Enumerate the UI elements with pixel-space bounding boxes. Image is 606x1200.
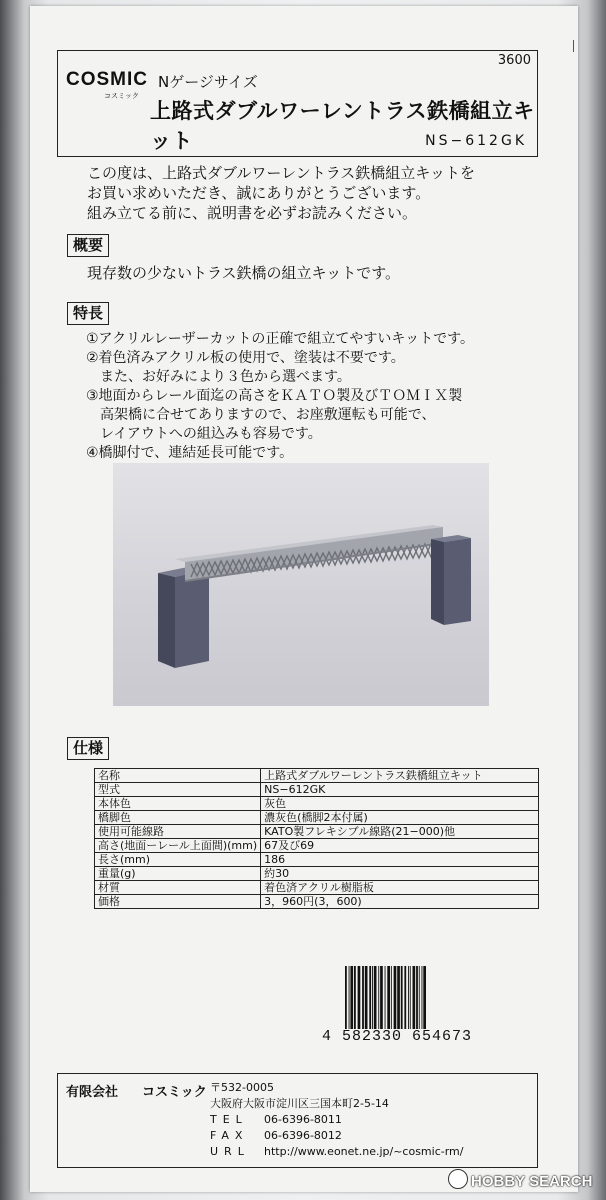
spec-value: NS−612GK [261, 783, 539, 797]
barcode-bar [423, 966, 426, 1029]
spec-table [94, 768, 539, 909]
barcode-icon [343, 966, 522, 1029]
feature-line: レイアウトへの組込みも容易です。 [86, 426, 322, 442]
barcode-bar [410, 966, 411, 1029]
barcode-bar [365, 966, 368, 1029]
tel-line [210, 1112, 463, 1128]
feature-line: ③地面からレール面迄の高さをＫＡＴＯ製及びＴＯＭＩＸ製 [86, 388, 463, 404]
company-address-block [210, 1080, 463, 1160]
brand-logo-sub: コスミック [104, 92, 139, 100]
fax-label: FAX [210, 1129, 249, 1142]
barcode-bar [401, 966, 403, 1029]
barcode-number: 4 582330 654673 [322, 1028, 473, 1045]
barcode-bar [374, 966, 377, 1029]
spec-value: 着色済アクリル樹脂板 [261, 881, 539, 895]
scale-label: Nゲージサイズ [158, 73, 258, 91]
table-row [95, 867, 539, 881]
right-pier-front [444, 538, 471, 625]
feature-line: ②着色済みアクリル板の使用で、塗装は不要です。 [86, 350, 405, 366]
spec-label: 高さ(地面ーレール上面間)(mm) [95, 839, 261, 853]
barcode-bar [378, 966, 379, 1029]
table-row [95, 783, 539, 797]
barcode-bar [422, 966, 423, 1029]
fax-line [210, 1128, 463, 1144]
table-row [95, 811, 539, 825]
barcode-bar [419, 966, 420, 1029]
url-link[interactable]: http://www.eonet.ne.jp/~cosmic-rm/ [264, 1145, 464, 1158]
barcode-bar [380, 966, 383, 1029]
tel-number: 06-6396-8011 [264, 1113, 342, 1126]
barcode-bar [391, 966, 392, 1029]
feature-line: ①アクリルレーザーカットの正確で組立てやすいキットです。 [86, 331, 474, 347]
feature-line: また、お好みにより３色から選べます。 [86, 369, 351, 385]
spec-label: 本体色 [95, 797, 261, 811]
spec-label: 価格 [95, 895, 261, 909]
product-photo [113, 463, 489, 706]
barcode-bar [397, 966, 400, 1029]
spec-label: 長さ(mm) [95, 853, 261, 867]
feature-line: 高架橋に合せてありますので、お座敷運転も可能で、 [86, 407, 436, 423]
spec-value: KATO製フレキシブル線路(21−000)他 [261, 825, 539, 839]
company-brand: コスミック [142, 1085, 207, 1100]
company-type: 有限会社 [66, 1085, 119, 1100]
fold-mark [573, 40, 574, 52]
barcode-bar [362, 966, 364, 1029]
barcode-bar [372, 966, 373, 1029]
spec-label: 型式 [95, 783, 261, 797]
intro-line: お買い求めいただき、誠にありがとうございます。 [87, 184, 431, 202]
fax-number: 06-6396-8012 [264, 1129, 342, 1142]
barcode-bar [369, 966, 371, 1029]
barcode-bar [385, 966, 386, 1029]
url-label: URL [210, 1145, 250, 1158]
spec-label: 材質 [95, 881, 261, 895]
spec-value: 約30 [261, 867, 539, 881]
intro-text [87, 163, 475, 223]
spec-label: 使用可能線路 [95, 825, 261, 839]
features-list [86, 330, 474, 463]
barcode-bar [408, 966, 409, 1029]
table-row [95, 797, 539, 811]
header-box [57, 50, 538, 157]
intro-line: この度は、上路式ダブルワーレントラス鉄橋組立キットを [87, 164, 475, 182]
spec-value: 3，960円(3，600) [261, 895, 539, 909]
spec-label: 名称 [95, 769, 261, 783]
table-row [95, 881, 539, 895]
feature-line: ④橋脚付で、連結延長可能です。 [86, 445, 294, 461]
intro-line: 組み立てる前に、説明書を必ずお読みください。 [87, 204, 418, 222]
overview-heading: 概要 [67, 234, 109, 257]
spec-value: 濃灰色(橋脚2本付属) [261, 811, 539, 825]
brand-logo: COSMIC [66, 69, 148, 90]
specs-heading: 仕様 [67, 737, 109, 760]
table-row [95, 853, 539, 867]
barcode-bar [349, 966, 350, 1029]
tel-label: TEL [210, 1113, 248, 1126]
barcode-bar [416, 966, 418, 1029]
spec-label: 橋脚色 [95, 811, 261, 825]
table-row [95, 895, 539, 909]
kit-title: 上路式ダブルワーレントラス鉄橋組立キット [150, 99, 535, 153]
barcode-bar [350, 966, 353, 1029]
barcode-bar [413, 966, 416, 1029]
table-row [95, 839, 539, 853]
bridge-illustration [113, 463, 489, 706]
spec-label: 重量(g) [95, 867, 261, 881]
barcode-bar [394, 966, 397, 1029]
company-box [57, 1073, 538, 1168]
left-pier-side [158, 573, 175, 668]
spec-value: 67及び69 [261, 839, 539, 853]
spec-value: 上路式ダブルワーレントラス鉄橋組立キット [261, 769, 539, 783]
spec-value: 186 [261, 853, 539, 867]
watermark [448, 1169, 592, 1190]
barcode-bar [354, 966, 356, 1029]
overview-text: 現存数の少ないトラス鉄橋の組立キットです。 [87, 264, 401, 282]
part-number: NS−612GK [425, 133, 527, 149]
street-address: 大阪府大阪市淀川区三国本町2-5-14 [210, 1097, 389, 1110]
spec-value: 灰色 [261, 797, 539, 811]
barcode-bar [358, 966, 361, 1029]
table-row [95, 769, 539, 783]
product-code: 3600 [497, 53, 531, 68]
table-row [95, 825, 539, 839]
barcode-bar [345, 966, 347, 1029]
barcode-bar [387, 966, 390, 1029]
watermark-text: HOBBY SEARCH [471, 1173, 593, 1190]
features-heading: 特長 [67, 302, 109, 325]
barcode-bar [404, 966, 406, 1029]
right-pier-side [431, 539, 444, 625]
url-line [210, 1144, 463, 1160]
hobby-search-logo-icon [448, 1169, 468, 1189]
postal-code: 〒532-0005 [210, 1081, 274, 1094]
left-pier-front [175, 569, 209, 668]
